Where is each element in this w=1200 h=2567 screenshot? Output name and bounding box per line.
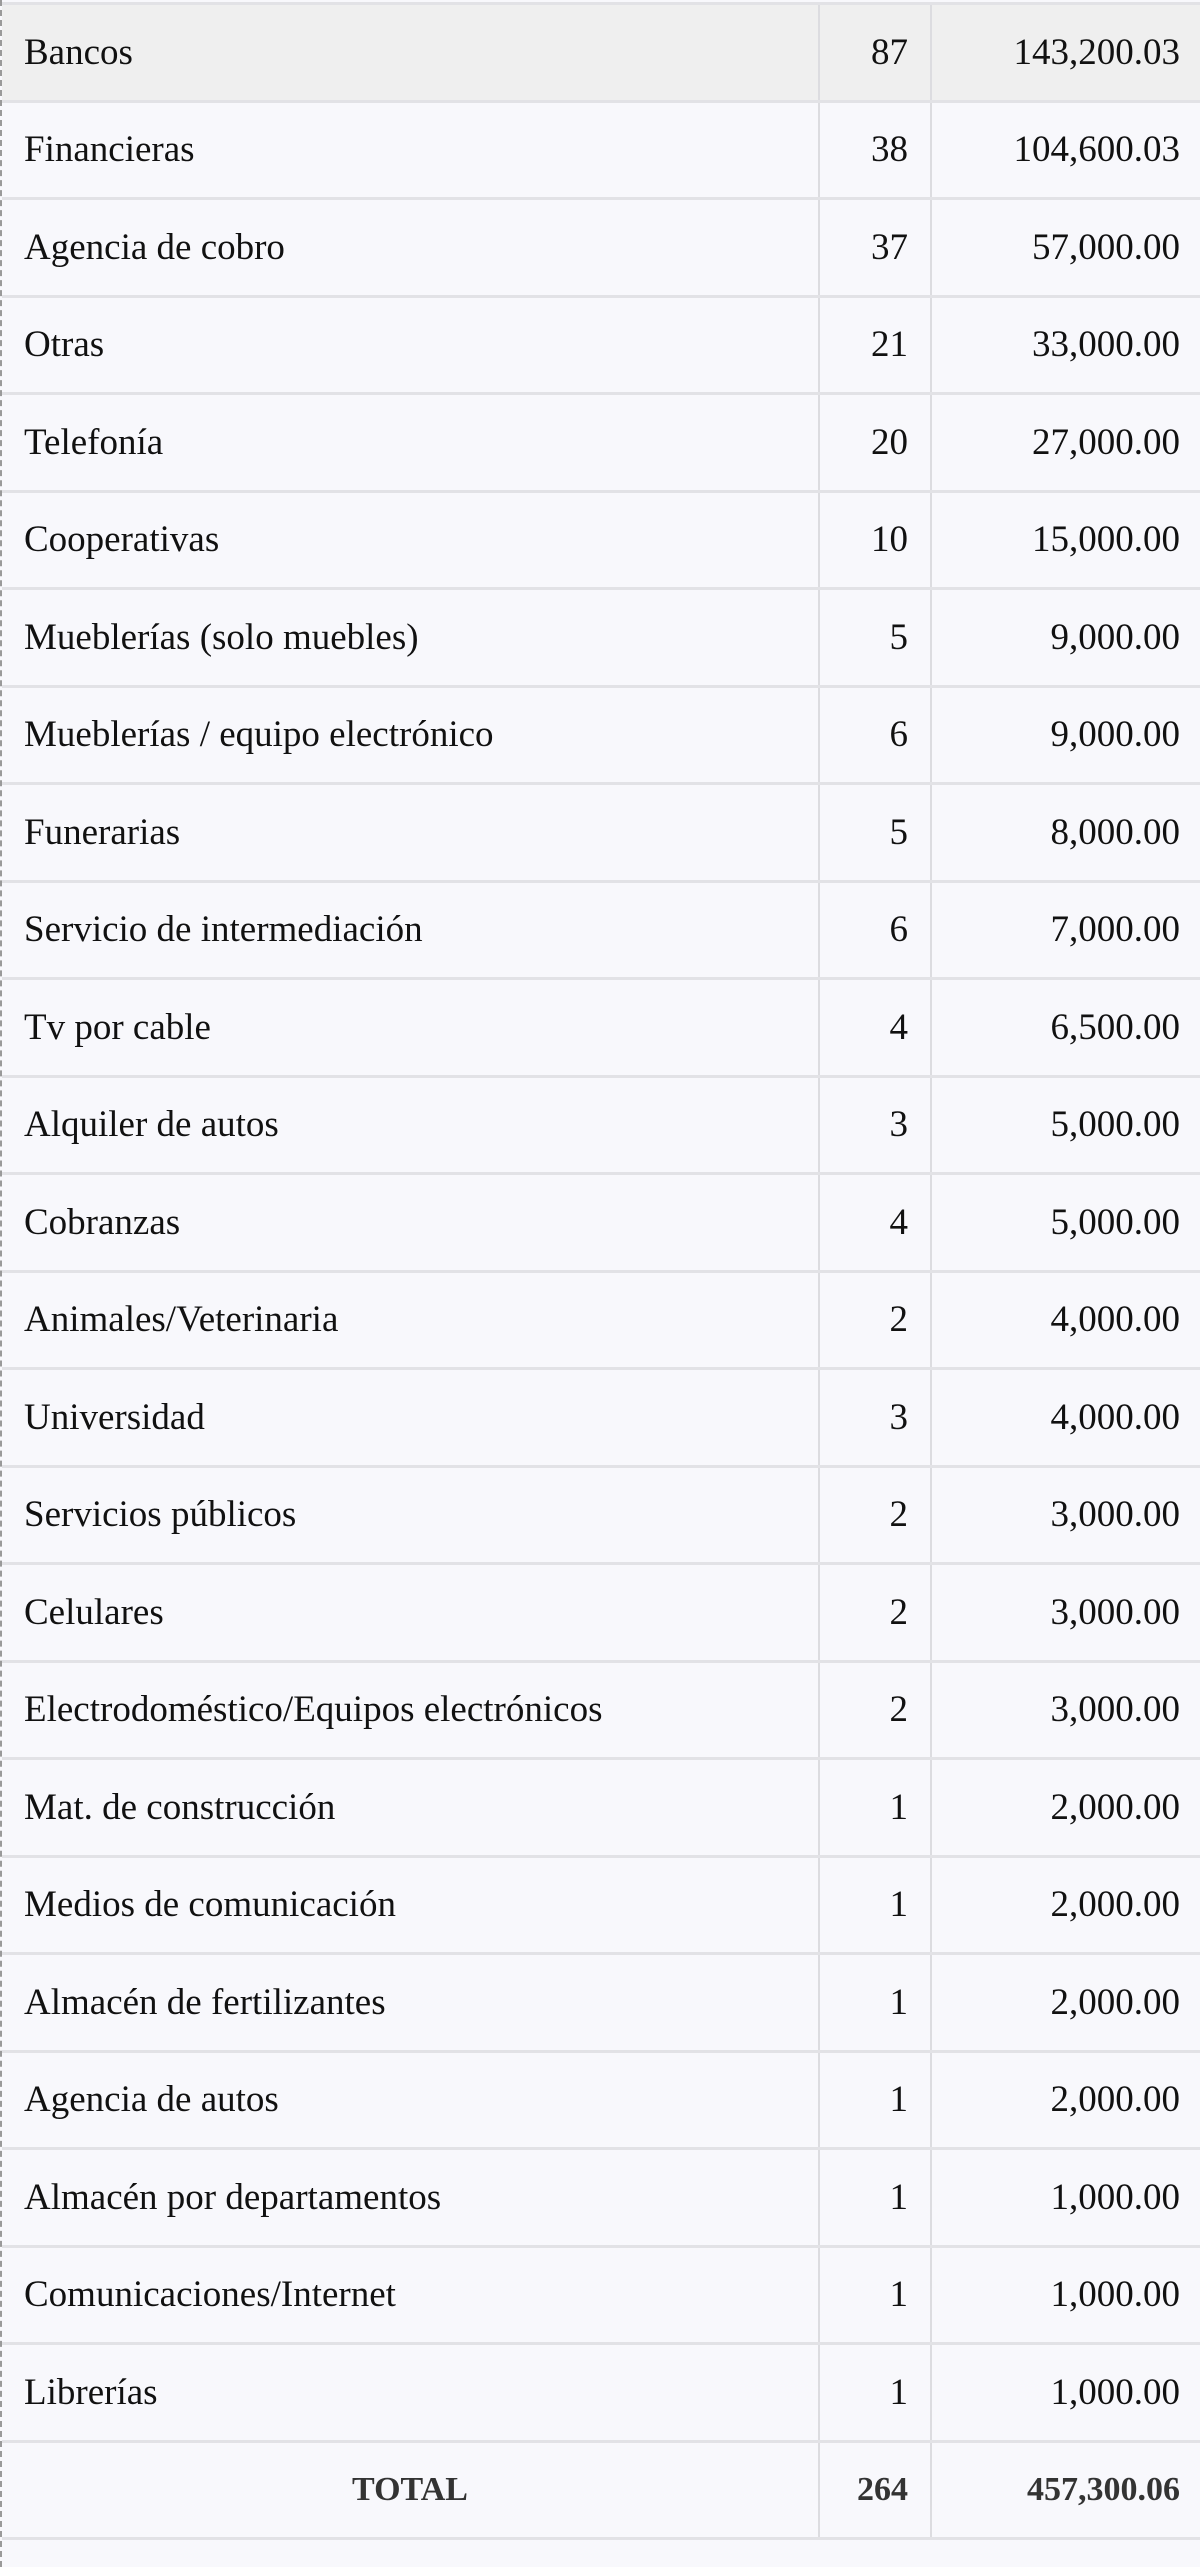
total-count: 264: [819, 2441, 931, 2539]
count-cell: 1: [819, 2149, 931, 2247]
table-row: [2, 394, 1200, 492]
count-cell: 87: [819, 4, 931, 102]
table-row: [2, 1466, 1200, 1564]
category-cell: Alquiler de autos: [2, 1076, 819, 1174]
count-cell: 2: [819, 1271, 931, 1369]
amount-cell: 1,000.00: [931, 2344, 1200, 2442]
table-row: [2, 589, 1200, 687]
category-cell: Tv por cable: [2, 979, 819, 1077]
category-cell: Almacén de fertilizantes: [2, 1954, 819, 2052]
count-cell: 5: [819, 784, 931, 882]
table-row: [2, 1076, 1200, 1174]
table-row: [2, 199, 1200, 297]
amount-cell: 6,500.00: [931, 979, 1200, 1077]
amount-cell: 27,000.00: [931, 394, 1200, 492]
amount-cell: 2,000.00: [931, 1759, 1200, 1857]
table-row: [2, 2051, 1200, 2149]
count-cell: 1: [819, 2344, 931, 2442]
category-cell: Mat. de construcción: [2, 1759, 819, 1857]
count-cell: 1: [819, 2246, 931, 2344]
table-row: [2, 296, 1200, 394]
category-cell: Servicios públicos: [2, 1466, 819, 1564]
amount-cell: 3,000.00: [931, 1661, 1200, 1759]
amount-cell: 143,200.03: [931, 4, 1200, 102]
amount-cell: 15,000.00: [931, 491, 1200, 589]
count-cell: 1: [819, 2051, 931, 2149]
category-cell: Funerarias: [2, 784, 819, 882]
amount-cell: 4,000.00: [931, 1369, 1200, 1467]
category-cell: Bancos: [2, 4, 819, 102]
amount-cell: 104,600.03: [931, 101, 1200, 199]
category-cell: Cooperativas: [2, 491, 819, 589]
amount-cell: 5,000.00: [931, 1076, 1200, 1174]
count-cell: 6: [819, 881, 931, 979]
count-cell: 2: [819, 1466, 931, 1564]
category-cell: Electrodoméstico/Equipos electrónicos: [2, 1661, 819, 1759]
amount-cell: 5,000.00: [931, 1174, 1200, 1272]
amount-cell: 3,000.00: [931, 1564, 1200, 1662]
amount-cell: 33,000.00: [931, 296, 1200, 394]
table-row: [2, 1661, 1200, 1759]
category-cell: Agencia de autos: [2, 2051, 819, 2149]
category-cell: Agencia de cobro: [2, 199, 819, 297]
category-cell: Universidad: [2, 1369, 819, 1467]
count-cell: 4: [819, 1174, 931, 1272]
category-cell: Medios de comunicación: [2, 1856, 819, 1954]
category-cell: Celulares: [2, 1564, 819, 1662]
total-label: TOTAL: [2, 2441, 819, 2539]
count-cell: 3: [819, 1076, 931, 1174]
count-cell: 3: [819, 1369, 931, 1467]
count-cell: 38: [819, 101, 931, 199]
category-cell: Financieras: [2, 101, 819, 199]
table-row: [2, 1856, 1200, 1954]
count-cell: 20: [819, 394, 931, 492]
data-table: [2, 2, 1200, 2540]
category-cell: Animales/Veterinaria: [2, 1271, 819, 1369]
table-row: [2, 979, 1200, 1077]
table-row: [2, 1369, 1200, 1467]
table-row: [2, 1174, 1200, 1272]
table-row: [2, 1954, 1200, 2052]
amount-cell: 4,000.00: [931, 1271, 1200, 1369]
table-row: [2, 101, 1200, 199]
count-cell: 10: [819, 491, 931, 589]
table-row: [2, 784, 1200, 882]
amount-cell: 7,000.00: [931, 881, 1200, 979]
count-cell: 4: [819, 979, 931, 1077]
amount-cell: 1,000.00: [931, 2246, 1200, 2344]
table-row: [2, 491, 1200, 589]
amount-cell: 8,000.00: [931, 784, 1200, 882]
table-row: [2, 2246, 1200, 2344]
count-cell: 5: [819, 589, 931, 687]
amount-cell: 9,000.00: [931, 589, 1200, 687]
amount-cell: 3,000.00: [931, 1466, 1200, 1564]
count-cell: 2: [819, 1564, 931, 1662]
category-cell: Mueblerías (solo muebles): [2, 589, 819, 687]
amount-cell: 1,000.00: [931, 2149, 1200, 2247]
amount-cell: 2,000.00: [931, 1954, 1200, 2052]
category-cell: Librerías: [2, 2344, 819, 2442]
amount-cell: 2,000.00: [931, 1856, 1200, 1954]
count-cell: 1: [819, 1759, 931, 1857]
table-row: [2, 1564, 1200, 1662]
table-row: [2, 1271, 1200, 1369]
count-cell: 37: [819, 199, 931, 297]
category-cell: Mueblerías / equipo electrónico: [2, 686, 819, 784]
category-cell: Telefonía: [2, 394, 819, 492]
count-cell: 21: [819, 296, 931, 394]
category-cell: Cobranzas: [2, 1174, 819, 1272]
count-cell: 1: [819, 1954, 931, 2052]
table-row: [2, 4, 1200, 102]
table-row: [2, 686, 1200, 784]
total-row: [2, 2441, 1200, 2539]
category-cell: Servicio de intermediación: [2, 881, 819, 979]
count-cell: 1: [819, 1856, 931, 1954]
amount-cell: 2,000.00: [931, 2051, 1200, 2149]
count-cell: 6: [819, 686, 931, 784]
category-cell: Almacén por departamentos: [2, 2149, 819, 2247]
total-amount: 457,300.06: [931, 2441, 1200, 2539]
table-row: [2, 1759, 1200, 1857]
category-cell: Comunicaciones/Internet: [2, 2246, 819, 2344]
amount-cell: 9,000.00: [931, 686, 1200, 784]
count-cell: 2: [819, 1661, 931, 1759]
table-row: [2, 2149, 1200, 2247]
table-row: [2, 2344, 1200, 2442]
category-cell: Otras: [2, 296, 819, 394]
table-row: [2, 881, 1200, 979]
amount-cell: 57,000.00: [931, 199, 1200, 297]
